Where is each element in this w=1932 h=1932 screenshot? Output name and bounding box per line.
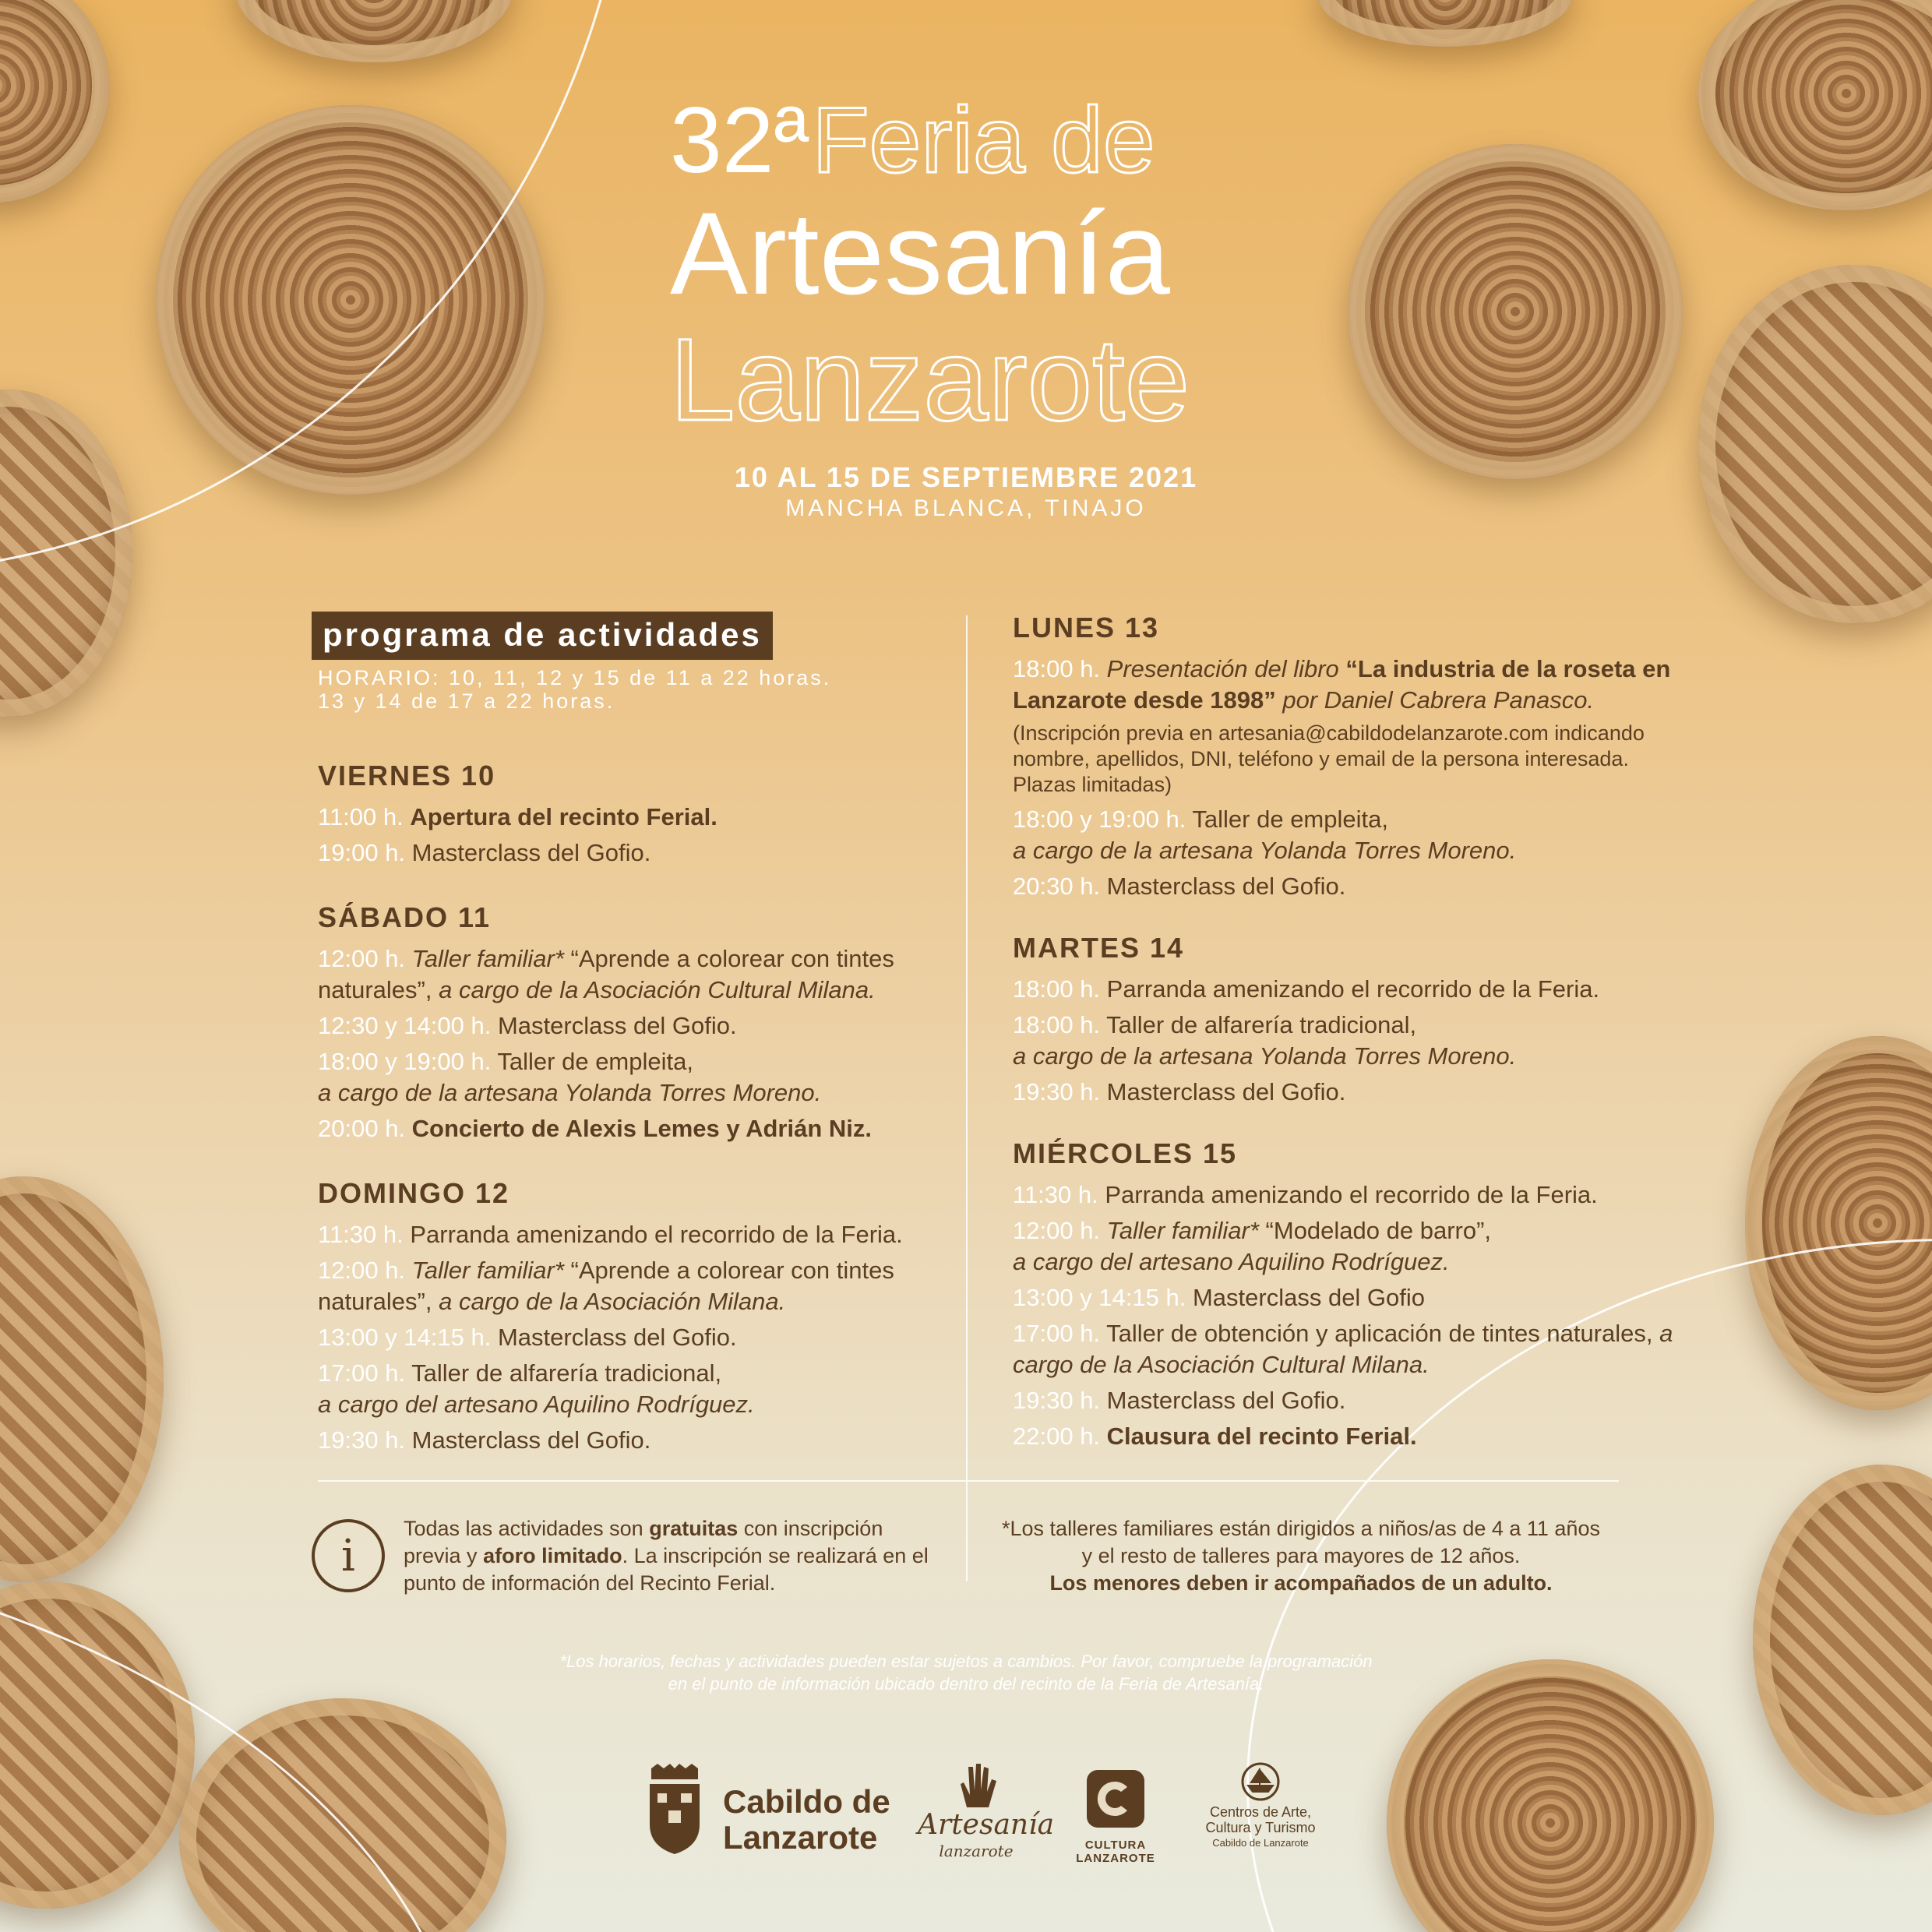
- info-part: con inscripción previa y: [404, 1517, 883, 1567]
- cultura-c-icon: [1087, 1770, 1144, 1828]
- entry-text: Parranda amenizando el recorrido de la Feria.: [410, 1221, 903, 1248]
- basket-image: [1348, 144, 1683, 479]
- entry-text: Parranda amenizando el recorrido de la Feria.: [1105, 1181, 1598, 1208]
- entry-time: 22:00 h.: [1013, 1423, 1101, 1450]
- entry-italic: a cargo de la Asociación Cultural Milana.: [1013, 1320, 1673, 1378]
- entry-text: Masterclass del Gofio: [1192, 1284, 1426, 1311]
- ship-icon: [1237, 1762, 1284, 1801]
- entry-time: 18:00 h.: [1013, 1011, 1101, 1038]
- centros-logo: [1190, 1762, 1331, 1851]
- kids-note-bold: Los menores deben ir acompañados de un adulto.: [1049, 1571, 1553, 1595]
- section-divider: [318, 1480, 1619, 1482]
- schedule-entry: [1013, 654, 1683, 716]
- entry-time: 17:00 h.: [318, 1359, 406, 1387]
- entry-italic: a cargo de la artesana Yolanda Torres Moreno.: [318, 1079, 822, 1106]
- entry-text: Taller de obtención y aplicación de tintes naturales,: [1106, 1320, 1653, 1347]
- entry-text: Masterclass del Gofio.: [411, 1426, 651, 1454]
- artesania-logo: [918, 1761, 1055, 1870]
- entry-text: Clausura del recinto Ferial.: [1106, 1423, 1417, 1450]
- title-line-2: Artesanía: [670, 188, 1171, 319]
- entry-text: Taller de alfarería tradicional,: [411, 1359, 722, 1387]
- entry-time: 20:00 h.: [318, 1115, 406, 1142]
- entry-text: Masterclass del Gofio.: [1106, 873, 1346, 900]
- entry-italic: por Daniel Cabrera Panasco.: [1282, 686, 1595, 714]
- schedule-entry: [1013, 1179, 1683, 1211]
- schedule-entry: [1013, 1010, 1683, 1072]
- info-part: . La inscripción se realizará en el punto de información del Recinto Ferial.: [404, 1544, 929, 1595]
- schedule-entry: [1013, 1421, 1683, 1452]
- entry-italic: Taller familiar*: [1106, 1217, 1259, 1244]
- basket-image: [0, 1176, 164, 1581]
- entry-italic: a cargo del artesano Aquilino Rodríguez.: [1013, 1248, 1450, 1275]
- event-dates: [0, 461, 1932, 522]
- schedule-entry: [318, 837, 941, 869]
- schedule-hours-line: 13 y 14 de 17 a 22 horas.: [318, 689, 615, 713]
- info-bold: gratuitas: [649, 1517, 739, 1540]
- entry-italic: a cargo del artesano Aquilino Rodríguez.: [318, 1391, 755, 1418]
- day-block-lunes: [1013, 612, 1683, 902]
- entry-time: 12:30 y 14:00 h.: [318, 1012, 492, 1039]
- cabildo-shield-logo: [647, 1762, 703, 1856]
- entry-text: Taller de empleita,: [497, 1048, 693, 1075]
- kids-note-text: *Los talleres familiares están dirigidos a niños/as de 4 a 11 años y el resto de talleres para mayores de 12 años.: [1002, 1517, 1600, 1567]
- schedule-hours-line: HORARIO: 10, 11, 12 y 15 de 11 a 22 horas.: [318, 666, 832, 689]
- entry-italic: a cargo de la artesana Yolanda Torres Moreno.: [1013, 837, 1517, 864]
- entry-time: 19:30 h.: [318, 1426, 406, 1454]
- disclaimer-line: *Los horarios, fechas y actividades pueden estar sujetos a cambios. Por favor, compruebe la programación: [559, 1652, 1373, 1671]
- entry-italic: a cargo de la artesana Yolanda Torres Moreno.: [1013, 1042, 1517, 1070]
- entry-text: “Aprende a colorear con tintes naturales”,: [318, 1257, 894, 1315]
- schedule-right-column: [1013, 612, 1683, 1457]
- entry-text: Taller de alfarería tradicional,: [1106, 1011, 1417, 1038]
- basket-image: [1698, 265, 1932, 623]
- entry-text: Taller de empleita,: [1192, 806, 1388, 833]
- entry-italic: a cargo de la Asociación Cultural Milana.: [439, 976, 876, 1003]
- info-part: Todas las actividades son: [404, 1517, 643, 1540]
- schedule-entry: [318, 1219, 941, 1250]
- schedule-entry: [1013, 1385, 1683, 1416]
- entry-text: Concierto de Alexis Lemes y Adrián Niz.: [411, 1115, 872, 1142]
- day-heading: MIÉRCOLES 15: [1013, 1137, 1238, 1169]
- centros-logo-line: Cultura y Turismo: [1205, 1820, 1316, 1835]
- entry-text: Masterclass del Gofio.: [1106, 1078, 1346, 1105]
- schedule-hours: [318, 666, 831, 713]
- day-heading: MARTES 14: [1013, 932, 1185, 964]
- entry-time: 20:30 h.: [1013, 873, 1101, 900]
- schedule-entry: [1013, 1215, 1683, 1278]
- day-heading: VIERNES 10: [318, 760, 496, 791]
- entry-text: Masterclass del Gofio.: [497, 1012, 737, 1039]
- entry-text: Masterclass del Gofio.: [1106, 1387, 1346, 1414]
- program-badge: programa de actividades: [312, 612, 773, 660]
- schedule-entry: [1013, 1077, 1683, 1108]
- schedule-entry: [1013, 974, 1683, 1005]
- disclaimer-line: en el punto de información ubicado dentro del recinto de la Feria de Artesanía.: [668, 1674, 1264, 1694]
- entry-time: 13:00 y 14:15 h.: [1013, 1284, 1186, 1311]
- hand-icon: [953, 1761, 999, 1809]
- entry-bold: “La industria de la roseta en Lanzarote desde 1898”: [1013, 655, 1671, 714]
- schedule-entry: [318, 1255, 941, 1317]
- schedule-entry: [318, 1358, 941, 1420]
- centros-logo-line: Centros de Arte,: [1209, 1804, 1312, 1820]
- entry-time: 11:30 h.: [318, 1221, 404, 1248]
- entry-italic: Taller familiar*: [411, 1257, 564, 1284]
- entry-italic: Presentación del libro: [1106, 655, 1339, 682]
- edition-number: 32ª: [670, 88, 809, 192]
- schedule-entry: [318, 1046, 941, 1109]
- cabildo-logo-line: Lanzarote: [723, 1819, 878, 1856]
- entry-text: “Aprende a colorear con tintes naturales”,: [318, 945, 894, 1003]
- entry-time: 12:00 h.: [318, 1257, 406, 1284]
- entry-time: 19:30 h.: [1013, 1078, 1101, 1105]
- dates-text: 10 AL 15 DE SEPTIEMBRE 2021: [734, 461, 1198, 493]
- entry-text: Parranda amenizando el recorrido de la Feria.: [1106, 975, 1600, 1003]
- schedule-entry: [1013, 1282, 1683, 1313]
- entry-italic: a cargo de la Asociación Milana.: [439, 1288, 786, 1315]
- schedule-entry: [318, 1010, 941, 1042]
- info-bold: aforo limitado: [483, 1544, 622, 1567]
- title-line-3: Lanzarote: [670, 314, 1190, 445]
- day-block-viernes: [318, 760, 941, 869]
- basket-image: [1698, 0, 1932, 210]
- schedule-entry: [318, 1425, 941, 1456]
- cabildo-logo-line: Cabildo de: [723, 1783, 890, 1820]
- artesania-logo-word: Artesanía: [918, 1809, 1055, 1841]
- centros-logo-line: Cabildo de Lanzarote: [1212, 1837, 1309, 1849]
- entry-time: 19:00 h.: [318, 839, 406, 866]
- day-heading: SÁBADO 11: [318, 901, 492, 933]
- schedule-entry: [318, 1113, 941, 1144]
- column-divider: [966, 615, 968, 1581]
- schedule-entry: [1013, 871, 1683, 902]
- entry-time: 12:00 h.: [318, 945, 406, 972]
- schedule-left-column: [318, 760, 941, 1461]
- schedule-entry: [318, 802, 941, 833]
- schedule-entry: [318, 943, 941, 1006]
- day-block-domingo: [318, 1177, 941, 1456]
- entry-time: 11:30 h.: [1013, 1181, 1098, 1208]
- disclaimer: [436, 1650, 1496, 1695]
- entry-time: 13:00 y 14:15 h.: [318, 1324, 492, 1351]
- day-heading: LUNES 13: [1013, 612, 1160, 643]
- entry-time: 18:00 y 19:00 h.: [318, 1048, 492, 1075]
- entry-text: “Modelado de barro”,: [1265, 1217, 1492, 1244]
- cultura-logo-text: CULTURA LANZAROTE: [1076, 1839, 1155, 1865]
- entry-note: (Inscripción previa en artesania@cabildodelanzarote.com indicando nombre, apellidos, DNI, teléfono y email de la persona interesada. Plazas limitadas): [1013, 721, 1645, 796]
- kids-note: [997, 1515, 1605, 1597]
- entry-time: 19:30 h.: [1013, 1387, 1101, 1414]
- title-line-1: Feria de: [812, 88, 1155, 192]
- entry-italic: Taller familiar*: [411, 945, 564, 972]
- entry-time: 11:00 h.: [318, 803, 404, 830]
- info-text: [404, 1515, 933, 1597]
- entry-time: 18:00 h.: [1013, 975, 1101, 1003]
- entry-time: 17:00 h.: [1013, 1320, 1101, 1347]
- day-heading: DOMINGO 12: [318, 1177, 510, 1209]
- entry-text: Masterclass del Gofio.: [497, 1324, 737, 1351]
- event-title: [670, 88, 1293, 445]
- entry-text: Masterclass del Gofio.: [411, 839, 651, 866]
- artesania-logo-sub: lanzarote: [939, 1842, 1014, 1860]
- entry-time: 12:00 h.: [1013, 1217, 1101, 1244]
- schedule-entry: [318, 1322, 941, 1353]
- day-block-miercoles: [1013, 1137, 1683, 1452]
- day-block-sabado: [318, 901, 941, 1144]
- location-text: MANCHA BLANCA, TINAJO: [785, 495, 1147, 521]
- schedule-entry: [1013, 804, 1683, 866]
- schedule-entry: [1013, 1318, 1683, 1380]
- entry-text: Apertura del recinto Ferial.: [410, 803, 717, 830]
- cabildo-logo-text: [723, 1784, 890, 1856]
- basket-image: [1317, 0, 1574, 47]
- info-icon: i: [312, 1519, 385, 1592]
- cultura-lanzarote-logo: [1045, 1770, 1186, 1865]
- day-block-martes: [1013, 932, 1683, 1108]
- entry-time: 18:00 h.: [1013, 655, 1101, 682]
- entry-time: 18:00 y 19:00 h.: [1013, 806, 1186, 833]
